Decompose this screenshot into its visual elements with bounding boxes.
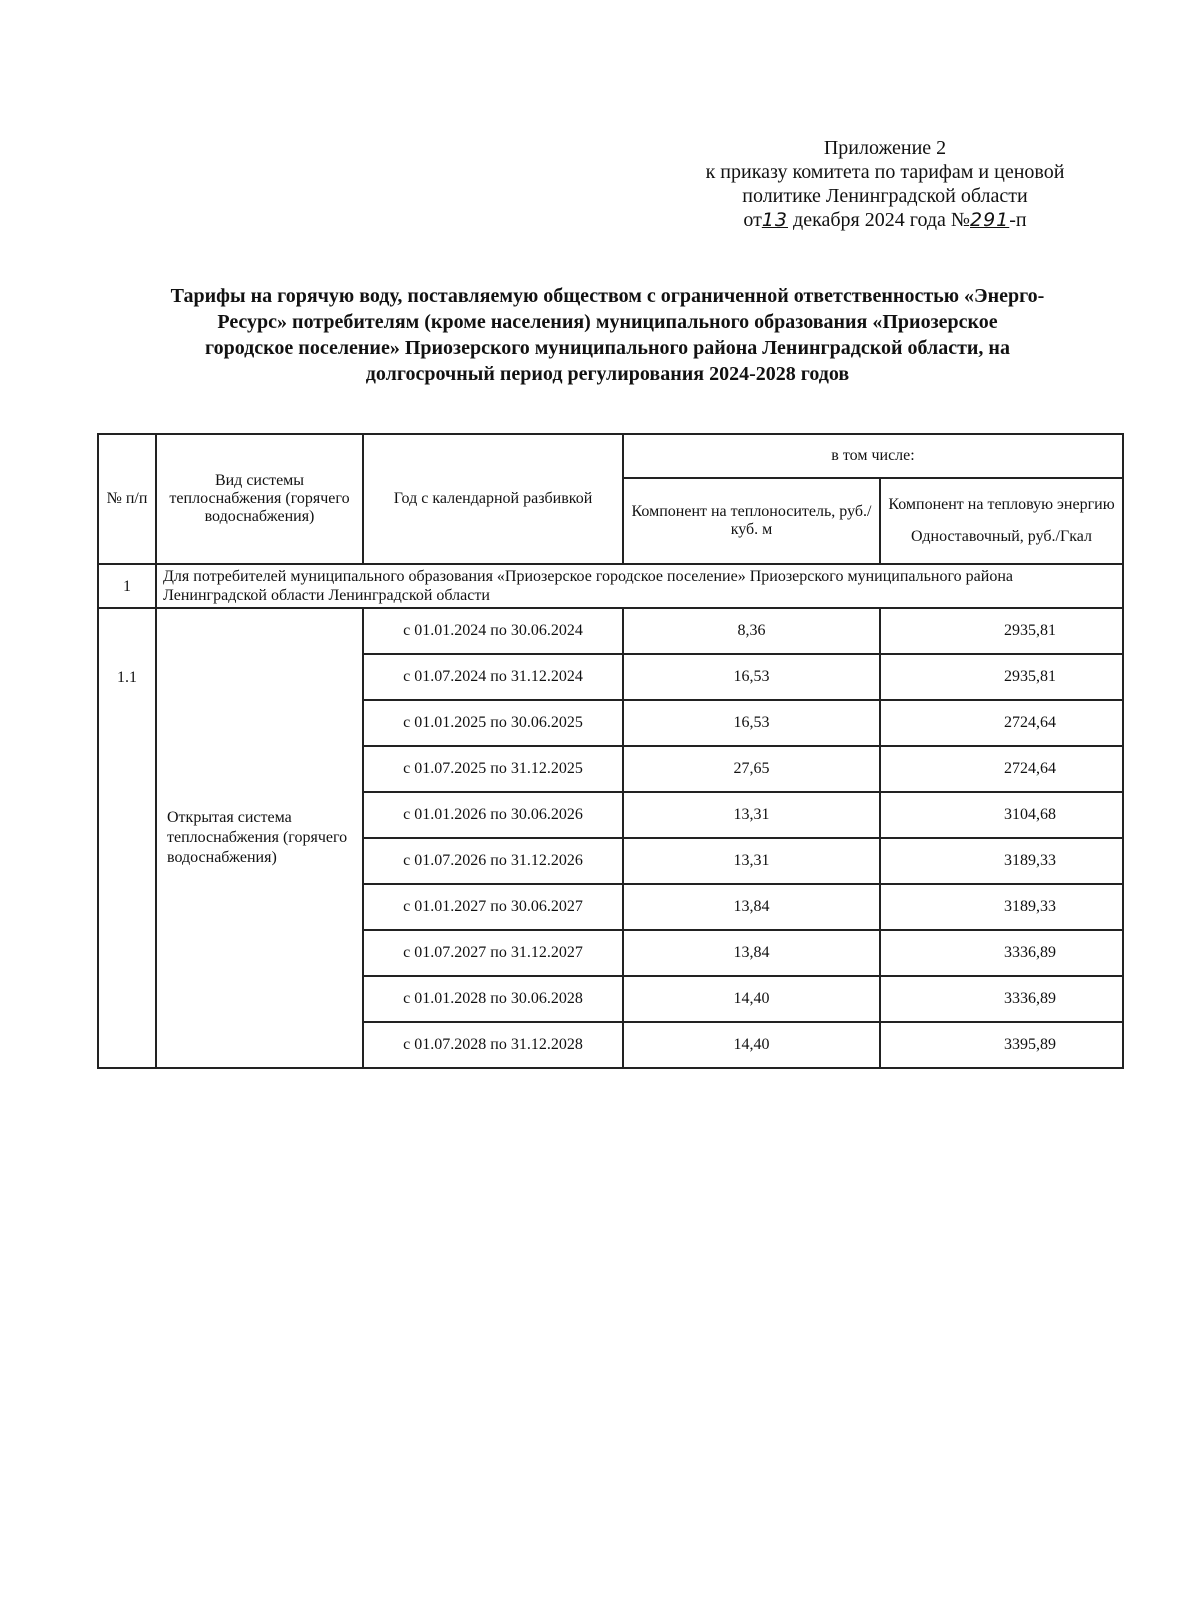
carrier-cell: 13,84 xyxy=(623,930,880,976)
order-prefix: от xyxy=(743,209,762,231)
carrier-cell: 14,40 xyxy=(623,976,880,1022)
header-row xyxy=(98,434,1123,478)
period-cell: с 01.07.2028 по 31.12.2028 xyxy=(363,1022,623,1068)
section-text: Для потребителей муниципального образования «Приозерское городское поселение» Приозерского муниципального района Ленинградской области Ленинградской области xyxy=(156,564,1123,608)
order-day: 13 xyxy=(761,209,789,231)
energy-cell: 3395,89 xyxy=(880,1022,1123,1068)
appendix-header xyxy=(640,136,1130,232)
period-cell: с 01.01.2026 по 30.06.2026 xyxy=(363,792,623,838)
header-period: Год с календарной разбивкой xyxy=(363,434,623,564)
table-row xyxy=(98,608,1123,654)
title-line-2: Ресурс» потребителям (кроме населения) муниципального образования «Приозерское xyxy=(217,311,998,333)
header-energy-label: Компонент на тепловую энергию xyxy=(888,496,1115,513)
tariff-table xyxy=(97,433,1124,1069)
header-energy xyxy=(880,478,1123,564)
group-system: Открытая система теплоснабжения (горячего водоснабжения) xyxy=(156,608,363,1068)
period-cell: с 01.01.2028 по 30.06.2028 xyxy=(363,976,623,1022)
energy-cell: 2724,64 xyxy=(880,700,1123,746)
header-system: Вид системы теплоснабжения (горячего водоснабжения) xyxy=(156,434,363,564)
header-energy-sub: Одноставочный, руб./Гкал xyxy=(911,528,1092,545)
carrier-cell: 27,65 xyxy=(623,746,880,792)
header-including: в том числе: xyxy=(623,434,1123,478)
header-num: № п/п xyxy=(98,434,156,564)
appendix-label: Приложение 2 xyxy=(823,137,947,159)
order-number: 291 xyxy=(970,209,1010,231)
committee-name: политике Ленинградской области xyxy=(742,185,1028,207)
section-row xyxy=(98,564,1123,608)
energy-cell: 3336,89 xyxy=(880,976,1123,1022)
period-cell: с 01.01.2025 по 30.06.2025 xyxy=(363,700,623,746)
carrier-cell: 16,53 xyxy=(623,654,880,700)
carrier-cell: 13,31 xyxy=(623,792,880,838)
order-reference: к приказу комитета по тарифам и ценовой xyxy=(705,161,1065,183)
period-cell: с 01.01.2027 по 30.06.2027 xyxy=(363,884,623,930)
energy-cell: 3104,68 xyxy=(880,792,1123,838)
carrier-cell: 16,53 xyxy=(623,700,880,746)
carrier-cell: 13,84 xyxy=(623,884,880,930)
energy-cell: 3189,33 xyxy=(880,884,1123,930)
order-month-year: декабря 2024 года № xyxy=(793,209,970,231)
period-cell: с 01.07.2024 по 31.12.2024 xyxy=(363,654,623,700)
period-cell: с 01.07.2026 по 31.12.2026 xyxy=(363,838,623,884)
carrier-cell: 8,36 xyxy=(623,608,880,654)
group-num: 1.1 xyxy=(98,608,156,1068)
document-title xyxy=(95,283,1120,387)
order-suffix: -п xyxy=(1009,209,1027,231)
period-cell: с 01.01.2024 по 30.06.2024 xyxy=(363,608,623,654)
order-date-line xyxy=(640,208,1130,232)
title-line-4: долгосрочный период регулирования 2024-2028 годов xyxy=(365,363,850,385)
header-carrier: Компонент на теплоноситель, руб./куб. м xyxy=(623,478,880,564)
energy-cell: 2935,81 xyxy=(880,654,1123,700)
energy-cell: 2935,81 xyxy=(880,608,1123,654)
energy-cell: 2724,64 xyxy=(880,746,1123,792)
title-line-1: Тарифы на горячую воду, поставляемую обществом с ограниченной ответственностью «Энерго- xyxy=(170,285,1045,307)
period-cell: с 01.07.2025 по 31.12.2025 xyxy=(363,746,623,792)
carrier-cell: 14,40 xyxy=(623,1022,880,1068)
energy-cell: 3336,89 xyxy=(880,930,1123,976)
title-line-3: городское поселение» Приозерского муниципального района Ленинградской области, на xyxy=(205,337,1010,359)
carrier-cell: 13,31 xyxy=(623,838,880,884)
section-num: 1 xyxy=(98,564,156,608)
energy-cell: 3189,33 xyxy=(880,838,1123,884)
period-cell: с 01.07.2027 по 31.12.2027 xyxy=(363,930,623,976)
